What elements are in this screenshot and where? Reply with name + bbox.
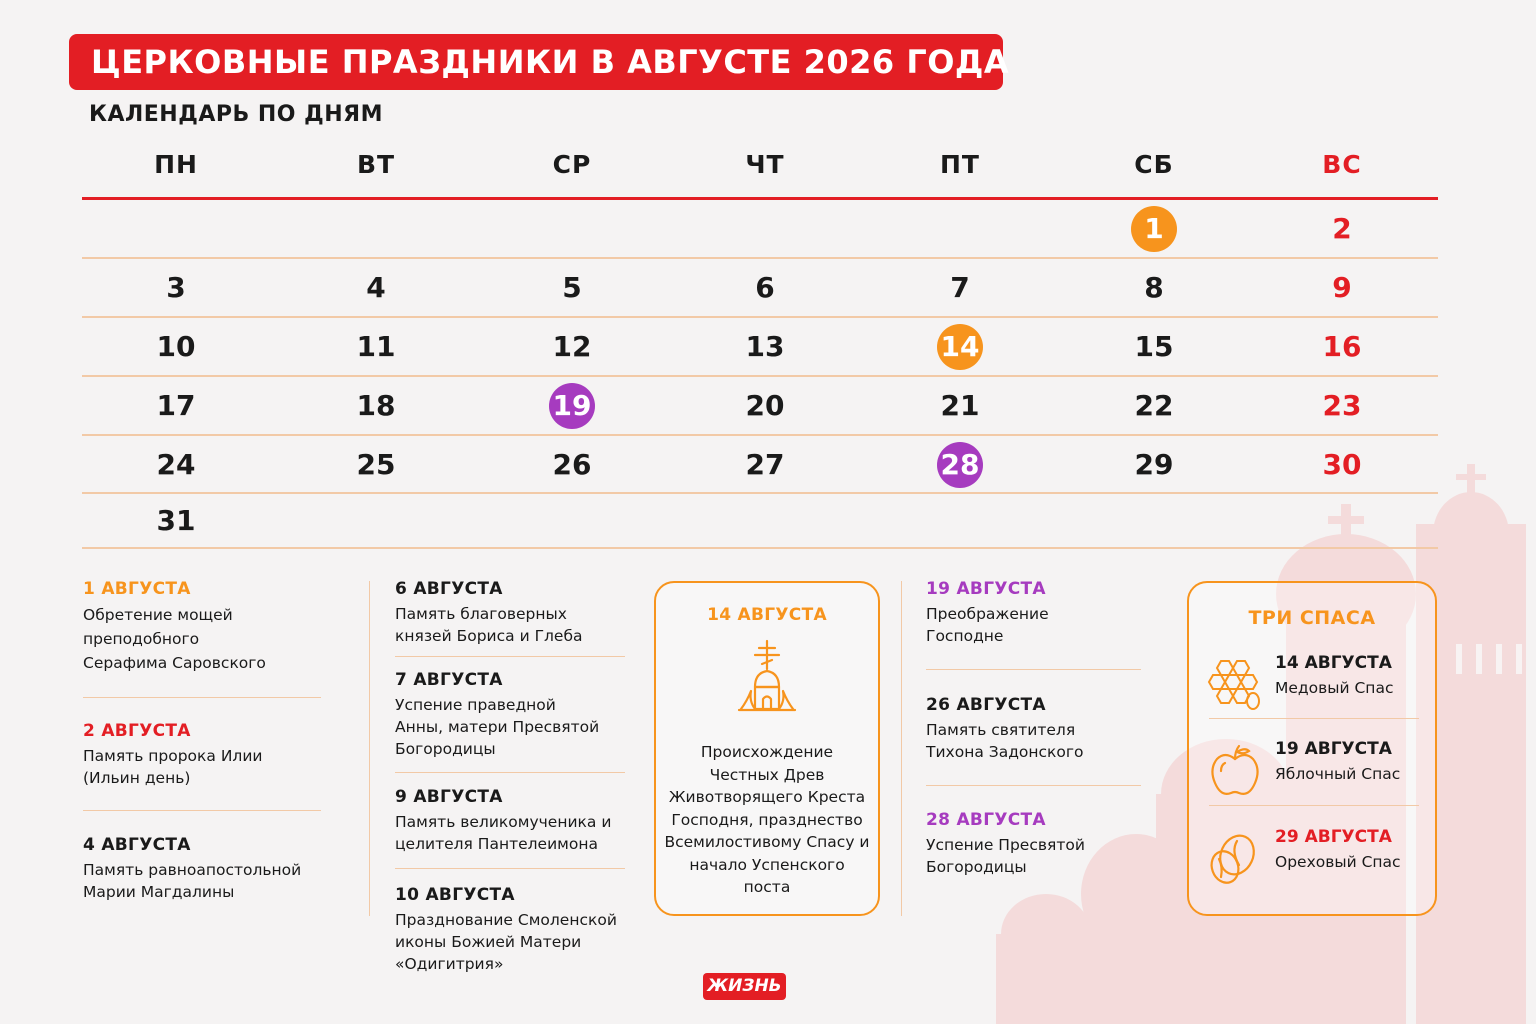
weekday-thu: ЧТ xyxy=(745,150,785,179)
spas-separator xyxy=(1209,805,1419,806)
weekday-tue: ВТ xyxy=(356,150,396,179)
calendar-day: 17 xyxy=(156,389,196,422)
event-date: 1 АВГУСТА xyxy=(83,579,191,599)
calendar-day: 7 xyxy=(950,271,970,304)
zhizn-logo: ЖИЗНЬ xyxy=(703,973,786,1000)
header-divider xyxy=(82,197,1438,200)
calendar-day: 31 xyxy=(156,504,196,537)
calendar-day: 22 xyxy=(1134,389,1174,422)
spas-name: Яблочный Спас xyxy=(1275,765,1401,783)
calendar-day: 27 xyxy=(745,448,785,481)
three-spas-title: ТРИ СПАСА xyxy=(1248,607,1376,629)
honeycomb-icon xyxy=(1207,657,1263,711)
event-text: Успение праведной Анны, матери Пресвятой Богородицы xyxy=(395,696,600,758)
event-aug-6 xyxy=(395,579,625,647)
weekday-sun: ВС xyxy=(1322,150,1362,179)
event-date: 10 АВГУСТА xyxy=(395,885,515,905)
church-cross-icon xyxy=(737,639,797,715)
spas-item-honey xyxy=(1189,653,1435,723)
event-aug-28 xyxy=(926,810,1141,878)
event-date: 2 АВГУСТА xyxy=(83,721,191,741)
row-divider xyxy=(82,547,1438,549)
event-date: 9 АВГУСТА xyxy=(395,787,503,807)
event-aug-9 xyxy=(395,787,625,855)
event-text: Память благоверных князей Бориса и Глеба xyxy=(395,605,583,645)
calendar-day: 25 xyxy=(356,448,396,481)
event-date: 28 АВГУСТА xyxy=(926,810,1046,830)
event-aug-2 xyxy=(83,721,323,789)
event-aug-10 xyxy=(395,885,625,975)
calendar-day: 11 xyxy=(356,330,396,363)
calendar-day: 14 xyxy=(937,324,983,370)
event-text: Преображение Господне xyxy=(926,605,1049,645)
event-aug-4 xyxy=(83,835,323,903)
calendar-day: 13 xyxy=(745,330,785,363)
calendar-day: 15 xyxy=(1134,330,1174,363)
event-date: 19 АВГУСТА xyxy=(926,579,1046,599)
calendar-day: 2 xyxy=(1332,212,1352,245)
row-divider xyxy=(82,492,1438,494)
row-divider xyxy=(82,375,1438,377)
event-separator xyxy=(83,697,321,698)
event-separator xyxy=(395,772,625,773)
event-date: 4 АВГУСТА xyxy=(83,835,191,855)
event-date: 14 АВГУСТА xyxy=(707,605,827,625)
spas-date: 14 АВГУСТА xyxy=(1275,653,1392,673)
calendar-day: 30 xyxy=(1322,448,1362,481)
calendar-day: 3 xyxy=(166,271,186,304)
spas-date: 19 АВГУСТА xyxy=(1275,739,1392,759)
event-separator xyxy=(926,785,1141,786)
calendar-day: 29 xyxy=(1134,448,1174,481)
weekday-wed: СР xyxy=(552,150,592,179)
spas-item-apple xyxy=(1189,739,1435,809)
row-divider xyxy=(82,257,1438,259)
calendar-day: 18 xyxy=(356,389,396,422)
feature-event-aug-14 xyxy=(654,581,880,916)
calendar-day: 23 xyxy=(1322,389,1362,422)
row-divider xyxy=(82,434,1438,436)
spas-item-nut xyxy=(1189,827,1435,897)
event-text: Происхождение Честных Древ Животворящего Креста Господня, празднество Всемилостивому Спасу и начало Успенского поста xyxy=(664,743,870,896)
event-aug-19 xyxy=(926,579,1141,647)
event-date: 26 АВГУСТА xyxy=(926,695,1046,715)
event-text: Успение Пресвятой Богородицы xyxy=(926,836,1085,876)
calendar-day: 12 xyxy=(552,330,592,363)
weekday-fri: ПТ xyxy=(940,150,980,179)
event-text: Память пророка Илии (Ильин день) xyxy=(83,747,263,787)
event-text: Обретение мощей преподобного Серафима Саровского xyxy=(83,606,266,672)
calendar-day: 26 xyxy=(552,448,592,481)
weekday-sat: СБ xyxy=(1134,150,1174,179)
event-date: 7 АВГУСТА xyxy=(395,670,503,690)
event-aug-26 xyxy=(926,695,1141,763)
spas-separator xyxy=(1209,718,1419,719)
event-separator xyxy=(926,669,1141,670)
calendar-day: 20 xyxy=(745,389,785,422)
nut-icon xyxy=(1207,831,1263,887)
event-separator xyxy=(395,656,625,657)
event-separator xyxy=(83,810,321,811)
event-text: Память святителя Тихона Задонского xyxy=(926,721,1084,761)
calendar-day: 4 xyxy=(366,271,386,304)
calendar-day: 24 xyxy=(156,448,196,481)
page-title: ЦЕРКОВНЫЕ ПРАЗДНИКИ В АВГУСТЕ 2026 ГОДА xyxy=(69,34,1003,90)
spas-name: Ореховый Спас xyxy=(1275,853,1401,871)
column-divider xyxy=(901,581,902,916)
calendar-day: 1 xyxy=(1131,206,1177,252)
calendar-day: 8 xyxy=(1144,271,1164,304)
calendar-day: 19 xyxy=(549,383,595,429)
event-separator xyxy=(395,868,625,869)
row-divider xyxy=(82,316,1438,318)
page-subtitle: КАЛЕНДАРЬ ПО ДНЯМ xyxy=(89,102,384,127)
weekday-header xyxy=(82,150,1438,190)
calendar-day: 28 xyxy=(937,442,983,488)
weekday-mon: ПН xyxy=(154,150,198,179)
spas-name: Медовый Спас xyxy=(1275,679,1394,697)
event-text: Празднование Смоленской иконы Божией Матери «Одигитрия» xyxy=(395,911,617,973)
calendar-day: 9 xyxy=(1332,271,1352,304)
event-aug-7 xyxy=(395,670,625,760)
three-spas-box xyxy=(1187,581,1437,916)
calendar-day: 6 xyxy=(755,271,775,304)
apple-icon xyxy=(1207,743,1263,799)
calendar-day: 10 xyxy=(156,330,196,363)
calendar-day: 16 xyxy=(1322,330,1362,363)
event-date: 6 АВГУСТА xyxy=(395,579,503,599)
spas-date: 29 АВГУСТА xyxy=(1275,827,1392,847)
event-text: Память великомученика и целителя Пантелеимона xyxy=(395,813,612,853)
calendar-day: 21 xyxy=(940,389,980,422)
column-divider xyxy=(369,581,370,916)
event-text: Память равноапостольной Марии Магдалины xyxy=(83,861,302,901)
calendar-day: 5 xyxy=(562,271,582,304)
event-aug-1 xyxy=(83,579,323,675)
